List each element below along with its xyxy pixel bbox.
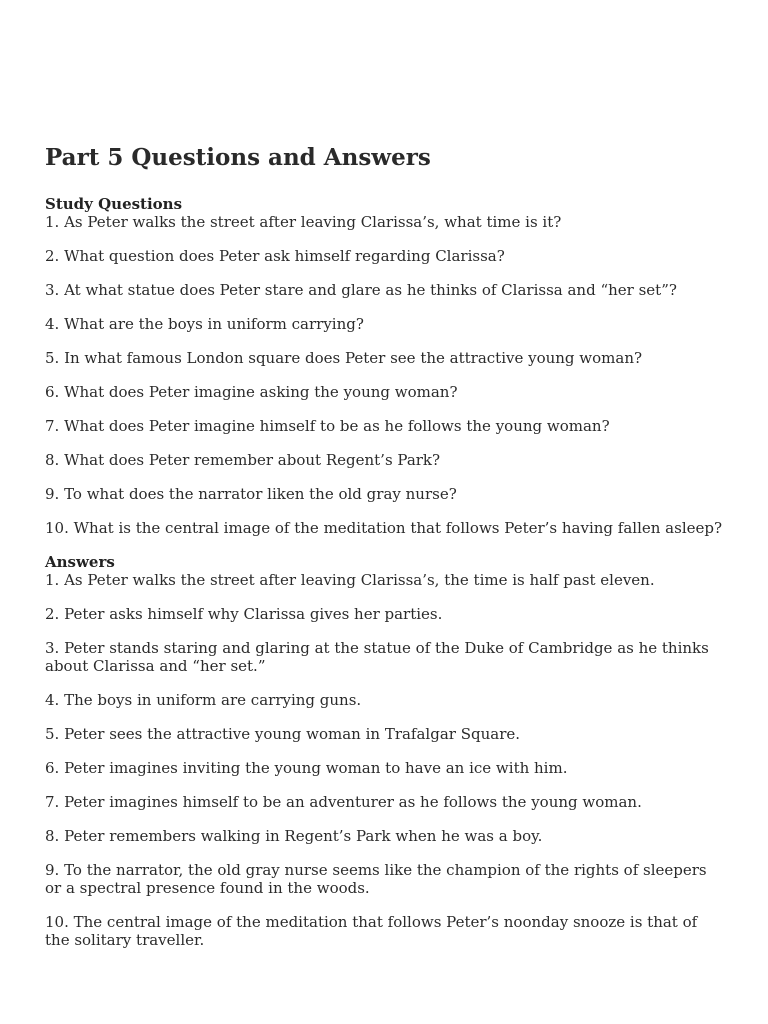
answer-item: 2. Peter asks himself why Clarissa gives her parties. bbox=[45, 605, 443, 623]
question-item: 2. What question does Peter ask himself regarding Clarissa? bbox=[45, 247, 505, 265]
answer-item: 10. The central image of the meditation that follows Peter’s noonday snooze is that of the solitary traveller. bbox=[45, 913, 698, 949]
page-title: Part 5 Questions and Answers bbox=[45, 144, 431, 171]
question-item: 3. At what statue does Peter stare and glare as he thinks of Clarissa and “her set”? bbox=[45, 281, 677, 299]
answer-item: 3. Peter stands staring and glaring at the statue of the Duke of Cambridge as he thinks about Clarissa and “her set.” bbox=[45, 639, 709, 675]
answers-heading: Answers bbox=[45, 553, 115, 571]
answer-item: 1. As Peter walks the street after leaving Clarissa’s, the time is half past eleven. bbox=[45, 571, 655, 589]
question-item: 1. As Peter walks the street after leaving Clarissa’s, what time is it? bbox=[45, 213, 562, 231]
answer-item: 4. The boys in uniform are carrying guns. bbox=[45, 691, 362, 709]
question-item: 7. What does Peter imagine himself to be as he follows the young woman? bbox=[45, 417, 610, 435]
answer-item: 5. Peter sees the attractive young woman in Trafalgar Square. bbox=[45, 725, 521, 743]
question-item: 5. In what famous London square does Peter see the attractive young woman? bbox=[45, 349, 643, 367]
answer-item: 8. Peter remembers walking in Regent’s Park when he was a boy. bbox=[45, 827, 543, 845]
question-item: 9. To what does the narrator liken the old gray nurse? bbox=[45, 485, 457, 503]
study-questions-heading: Study Questions bbox=[45, 195, 183, 213]
answers-section bbox=[45, 553, 725, 949]
question-item: 6. What does Peter imagine asking the young woman? bbox=[45, 383, 458, 401]
question-item: 8. What does Peter remember about Regent’s Park? bbox=[45, 451, 441, 469]
answer-item: 7. Peter imagines himself to be an adventurer as he follows the young woman. bbox=[45, 793, 642, 811]
answer-item: 9. To the narrator, the old gray nurse seems like the champion of the rights of sleepers or a spectral presence found in the woods. bbox=[45, 861, 707, 897]
answers-list bbox=[45, 571, 725, 949]
study-questions-section bbox=[45, 195, 725, 537]
study-questions-list bbox=[45, 213, 725, 537]
document-page bbox=[45, 143, 725, 965]
answer-item: 6. Peter imagines inviting the young woman to have an ice with him. bbox=[45, 759, 568, 777]
question-item: 4. What are the boys in uniform carrying? bbox=[45, 315, 364, 333]
question-item: 10. What is the central image of the meditation that follows Peter’s having fallen asleep? bbox=[45, 519, 723, 537]
